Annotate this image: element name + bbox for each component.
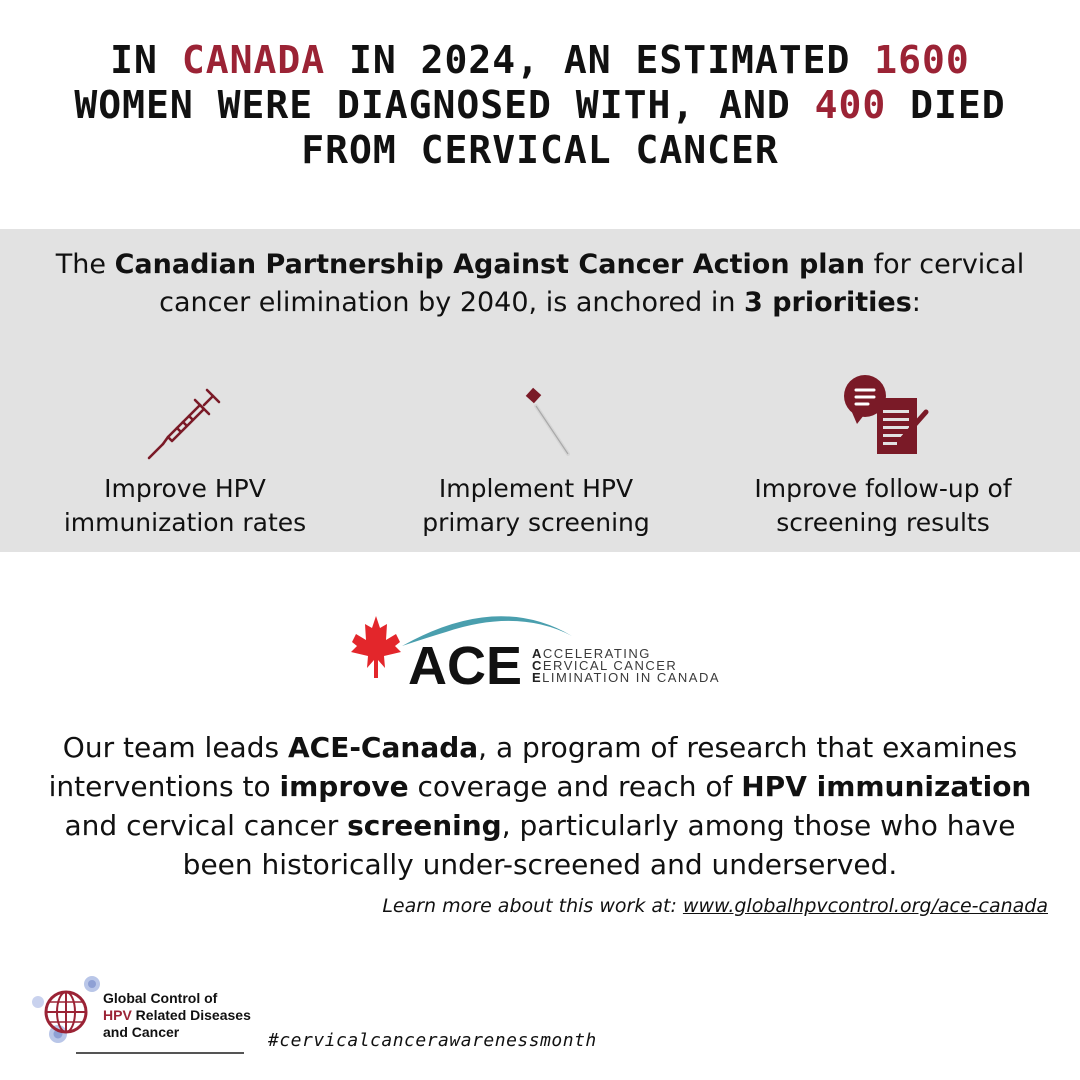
org-divider bbox=[76, 1052, 244, 1054]
intro-text: : bbox=[911, 287, 921, 318]
learn-more bbox=[382, 895, 1048, 917]
headline-text: IN 2024, AN ESTIMATED bbox=[325, 38, 875, 82]
priority-follow-up bbox=[723, 372, 1043, 540]
maple-leaf-icon bbox=[351, 616, 401, 678]
headline-diagnosed-count: 1600 bbox=[874, 38, 970, 82]
headline bbox=[40, 38, 1040, 173]
intro-text: The bbox=[55, 249, 115, 280]
headline-text: WOMEN WERE DIAGNOSED WITH, AND bbox=[74, 83, 815, 127]
syringe-icon bbox=[25, 372, 345, 464]
intro-priority-count: 3 priorities bbox=[744, 287, 912, 318]
document-chat-icon bbox=[723, 372, 1043, 464]
headline-deaths-count: 400 bbox=[814, 83, 887, 127]
org-name: Global Control of HPV Related Diseases and Cancer bbox=[103, 990, 251, 1040]
globe-logo-icon bbox=[30, 970, 110, 1050]
headline-country: CANADA bbox=[181, 38, 326, 82]
headline-text: DIED FROM CERVICAL CANCER bbox=[301, 83, 1006, 172]
priority-screening bbox=[376, 372, 696, 540]
ace-wordmark: ACE bbox=[408, 636, 523, 696]
headline-text: IN bbox=[110, 38, 182, 82]
swab-icon bbox=[376, 372, 696, 464]
intro-paragraph bbox=[40, 246, 1040, 322]
priority-label: Implement HPV primary screening bbox=[422, 474, 650, 537]
intro-text: for cervical cancer elimination by 2040, is anchored in bbox=[159, 249, 1025, 318]
learn-more-label: Learn more about this work at: bbox=[382, 895, 683, 917]
hashtag: #cervicalcancerawarenessmonth bbox=[268, 1030, 597, 1051]
intro-org-name: Canadian Partnership Against Cancer Action plan bbox=[114, 249, 865, 280]
priority-immunization bbox=[25, 372, 345, 540]
priority-label: Improve HPV immunization rates bbox=[63, 474, 307, 537]
learn-more-link[interactable]: www.globalhpvcontrol.org/ace-canada bbox=[682, 895, 1048, 917]
ace-description: Our team leads ACE-Canada, a program of research that examines interventions to improve coverage and reach of HPV immunization and cervical cancer screening, particularly among those who have been historically under-screened and underserved. bbox=[48, 731, 1032, 881]
ace-tagline: ACCELERATING CERVICAL CANCER ELIMINATION IN CANADA bbox=[532, 646, 721, 685]
priority-label: Improve follow-up of screening results bbox=[754, 474, 1012, 537]
